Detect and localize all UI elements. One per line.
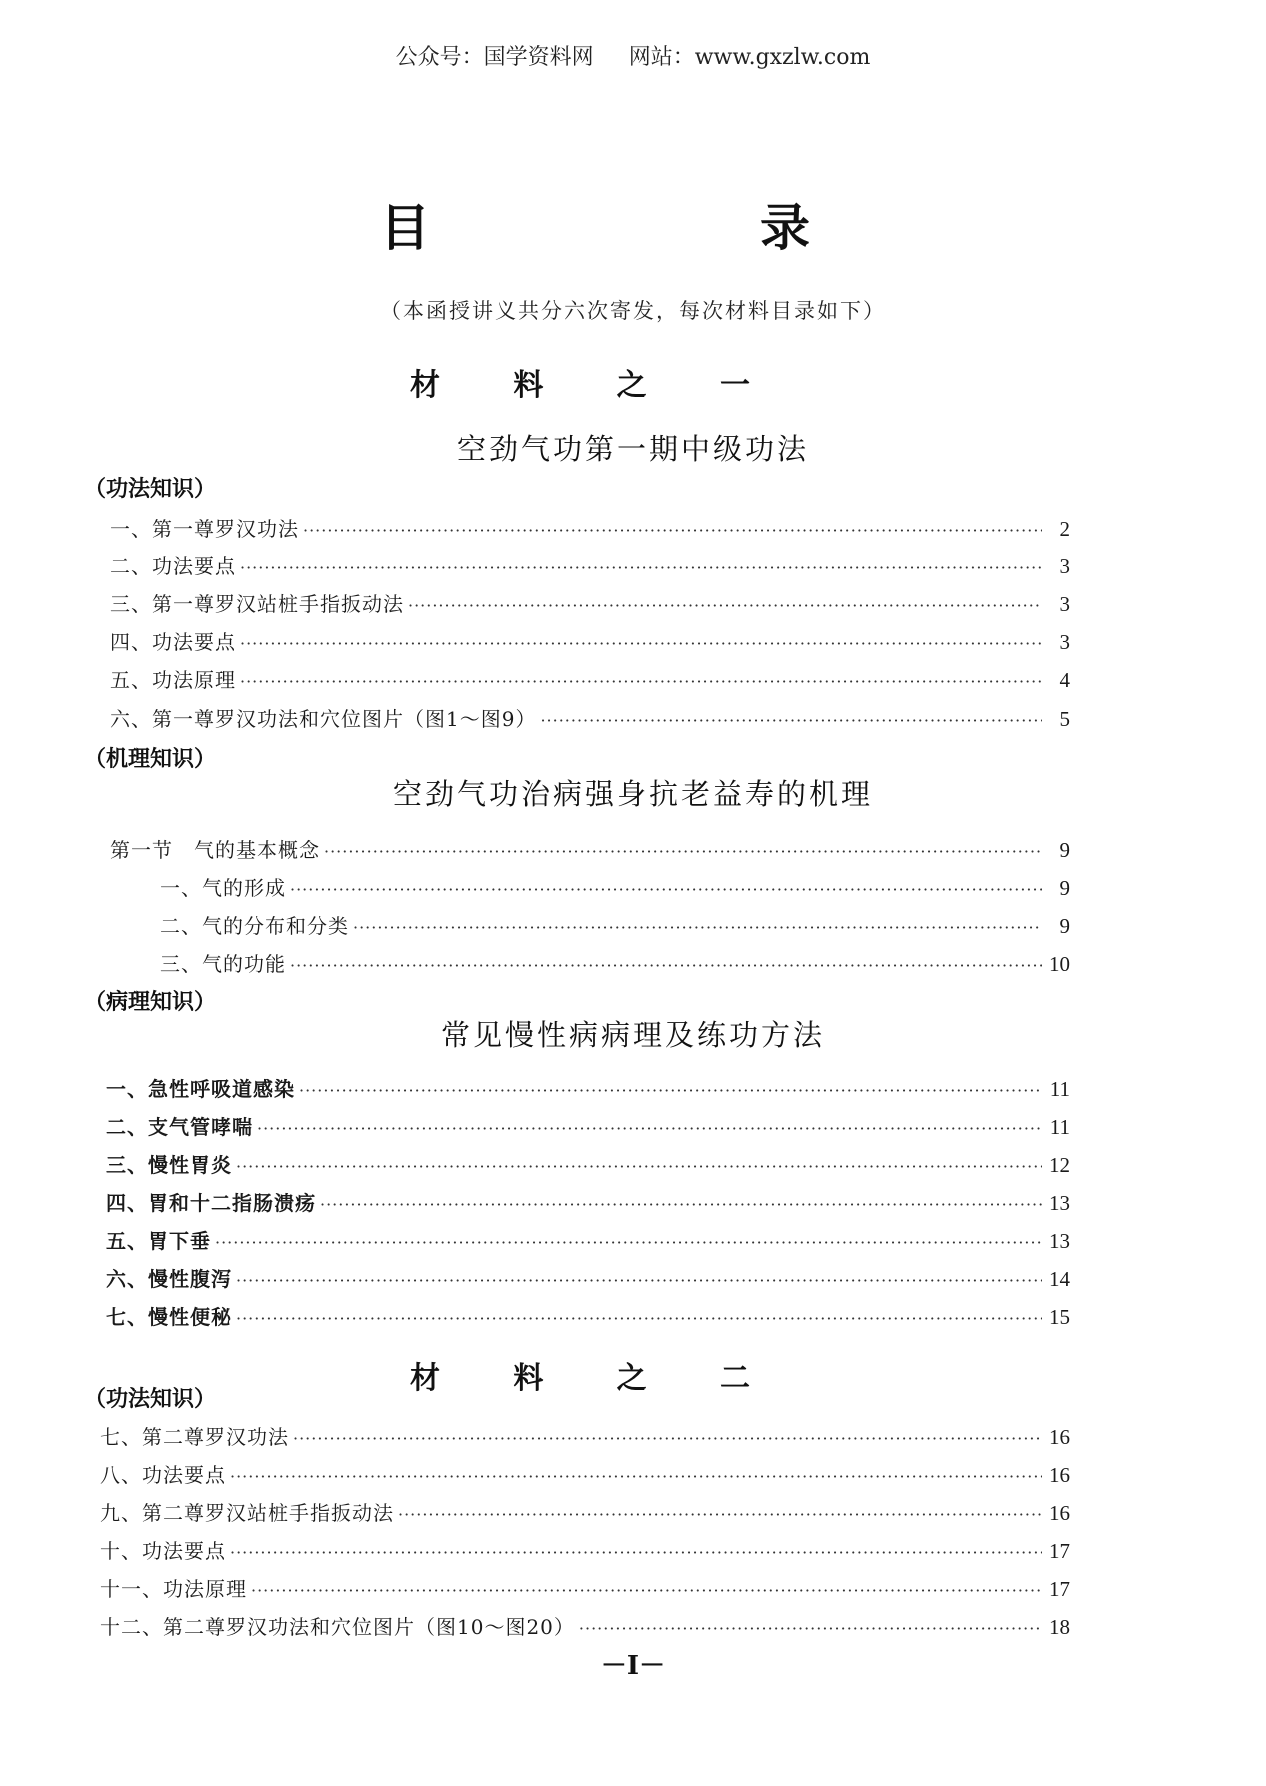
toc-entry-label: 二、功法要点 xyxy=(110,554,236,578)
toc-entry[interactable] xyxy=(110,626,1070,656)
toc-entry-label: 十一、功法原理 xyxy=(100,1577,247,1601)
toc-entry-page: 5 xyxy=(1059,707,1070,731)
toc-entry-label: 八、功法要点 xyxy=(100,1463,226,1487)
toc-entry[interactable] xyxy=(106,1073,1070,1103)
toc-leader xyxy=(240,558,1042,577)
toc-entry[interactable] xyxy=(106,1111,1070,1141)
material-1-heading xyxy=(410,360,750,404)
toc-entry-label: 九、第二尊罗汉站桩手指扳动法 xyxy=(100,1501,394,1525)
toc-entry-label: 二、气的分布和分类 xyxy=(160,914,349,938)
title-left-char: 目 xyxy=(380,198,430,257)
toc-entry-label: 三、气的功能 xyxy=(160,952,286,976)
toc-entry[interactable] xyxy=(106,1225,1070,1255)
material-2-heading-char: 二 xyxy=(719,1361,750,1396)
toc-entry[interactable] xyxy=(100,1421,1070,1451)
toc-leader xyxy=(540,711,1042,730)
page-number: －I－ xyxy=(600,1651,666,1681)
toc-leader xyxy=(353,918,1042,937)
toc-entry[interactable] xyxy=(100,1497,1070,1527)
toc-entry-label: 七、慢性便秘 xyxy=(106,1305,232,1329)
material-1-heading-char: 一 xyxy=(719,368,750,403)
toc-entry[interactable] xyxy=(100,1611,1070,1641)
title-right-char: 录 xyxy=(760,198,810,257)
toc-entry[interactable] xyxy=(100,1573,1070,1603)
section-title-bingli: 常见慢性病病理及练功方法 xyxy=(440,1018,825,1052)
toc-leader xyxy=(579,1619,1042,1638)
toc-entry[interactable] xyxy=(106,1187,1070,1217)
toc-leader xyxy=(230,1543,1042,1562)
toc-leader xyxy=(236,1157,1042,1176)
toc-entry-label: 四、功法要点 xyxy=(110,630,236,654)
toc-entry-label: 二、支气管哮喘 xyxy=(106,1115,253,1139)
toc-entry-label: 一、急性呼吸道感染 xyxy=(106,1077,295,1101)
toc-entry-label: 一、第一尊罗汉功法 xyxy=(110,517,299,541)
toc-leader xyxy=(303,521,1042,540)
header-account: 公众号：国学资料网 xyxy=(395,45,594,70)
toc-entry-label: 七、第二尊罗汉功法 xyxy=(100,1425,289,1449)
page-title xyxy=(380,188,810,260)
toc-leader xyxy=(257,1119,1042,1138)
toc-entry[interactable] xyxy=(106,1263,1070,1293)
distribution-note: （本函授讲义共分六次寄发，每次材料目录如下） xyxy=(380,299,886,323)
toc-entry-page: 11 xyxy=(1049,1115,1070,1139)
toc-entry-label: 六、慢性腹泻 xyxy=(106,1267,232,1291)
toc-leader xyxy=(320,1195,1042,1214)
toc-entry[interactable] xyxy=(160,948,1070,978)
toc-leader xyxy=(290,956,1042,975)
toc-entry-page: 16 xyxy=(1049,1501,1070,1525)
toc-leader xyxy=(398,1505,1042,1524)
toc-entry-page: 3 xyxy=(1059,554,1070,578)
toc-entry[interactable] xyxy=(106,1149,1070,1179)
category-bingli: （病理知识） xyxy=(84,989,217,1015)
toc-leader xyxy=(293,1429,1042,1448)
category-gongfa: （功法知识） xyxy=(84,476,217,502)
material-1-heading-char: 之 xyxy=(616,368,647,403)
toc-entry-page: 13 xyxy=(1049,1229,1070,1253)
material-2-heading-char: 之 xyxy=(616,1361,647,1396)
toc-leader xyxy=(408,596,1042,615)
toc-entry[interactable] xyxy=(110,834,1070,864)
toc-entry[interactable] xyxy=(110,513,1070,543)
toc-entry-page: 9 xyxy=(1059,838,1070,862)
header-website: 网站：www.gxzlw.com xyxy=(628,45,871,70)
toc-leader xyxy=(236,1271,1042,1290)
toc-entry-page: 4 xyxy=(1059,668,1070,692)
toc-leader xyxy=(290,880,1042,899)
toc-entry-label: 三、第一尊罗汉站桩手指扳动法 xyxy=(110,592,404,616)
toc-entry-page: 17 xyxy=(1049,1539,1070,1563)
toc-leader xyxy=(230,1467,1042,1486)
toc-entry-page: 17 xyxy=(1049,1577,1070,1601)
toc-leader xyxy=(251,1581,1042,1600)
toc-entry[interactable] xyxy=(160,872,1070,902)
toc-leader xyxy=(299,1081,1042,1100)
toc-leader xyxy=(236,1309,1042,1328)
toc-entry-page: 13 xyxy=(1049,1191,1070,1215)
toc-entry-page: 9 xyxy=(1059,914,1070,938)
toc-entry-page: 15 xyxy=(1049,1305,1070,1329)
toc-entry[interactable] xyxy=(160,910,1070,940)
material-2-heading xyxy=(410,1353,750,1397)
toc-entry-page: 18 xyxy=(1049,1615,1070,1639)
section-title-gongfa: 空劲气功第一期中级功法 xyxy=(456,432,809,466)
toc-entry[interactable] xyxy=(110,664,1070,694)
category-gongfa-2: （功法知识） xyxy=(84,1386,217,1412)
toc-entry[interactable] xyxy=(110,588,1070,618)
toc-entry-page: 3 xyxy=(1059,592,1070,616)
toc-entry-page: 11 xyxy=(1049,1077,1070,1101)
toc-entry-page: 14 xyxy=(1049,1267,1070,1291)
category-jili: （机理知识） xyxy=(84,746,217,772)
toc-entry-page: 16 xyxy=(1049,1425,1070,1449)
toc-entry-page: 10 xyxy=(1049,952,1070,976)
toc-entry-label: 四、胃和十二指肠溃疡 xyxy=(106,1191,316,1215)
toc-entry-label: 一、气的形成 xyxy=(160,876,286,900)
toc-entry-label: 五、功法原理 xyxy=(110,668,236,692)
material-1-heading-char: 材 xyxy=(410,368,440,403)
toc-entry-page: 9 xyxy=(1059,876,1070,900)
toc-entry-label: 十、功法要点 xyxy=(100,1539,226,1563)
toc-entry-page: 3 xyxy=(1059,630,1070,654)
toc-entry-label: 第一节 气的基本概念 xyxy=(110,838,320,862)
material-2-heading-char: 料 xyxy=(513,1361,544,1396)
toc-entry-label: 十二、第二尊罗汉功法和穴位图片（图10～图20） xyxy=(100,1615,575,1639)
material-2-heading-char: 材 xyxy=(410,1361,440,1396)
toc-entry-page: 12 xyxy=(1049,1153,1070,1177)
toc-leader xyxy=(324,842,1042,861)
toc-entry[interactable] xyxy=(110,550,1070,580)
toc-leader xyxy=(215,1233,1042,1252)
material-1-heading-char: 料 xyxy=(513,368,544,403)
toc-entry-label: 三、慢性胃炎 xyxy=(106,1153,232,1177)
page-header xyxy=(0,40,1266,71)
toc-entry[interactable] xyxy=(100,1535,1070,1565)
toc-entry-page: 16 xyxy=(1049,1463,1070,1487)
section-title-jili: 空劲气功治病强身抗老益寿的机理 xyxy=(392,777,873,811)
toc-entry-label: 六、第一尊罗汉功法和穴位图片（图1～图9） xyxy=(110,707,537,731)
toc-entry[interactable] xyxy=(100,1459,1070,1489)
toc-entry[interactable] xyxy=(106,1301,1070,1331)
toc-entry-page: 2 xyxy=(1059,517,1070,541)
toc-entry-label: 五、胃下垂 xyxy=(106,1229,211,1253)
toc-leader xyxy=(240,634,1042,653)
toc-leader xyxy=(240,672,1042,691)
toc-entry[interactable] xyxy=(110,703,1070,733)
